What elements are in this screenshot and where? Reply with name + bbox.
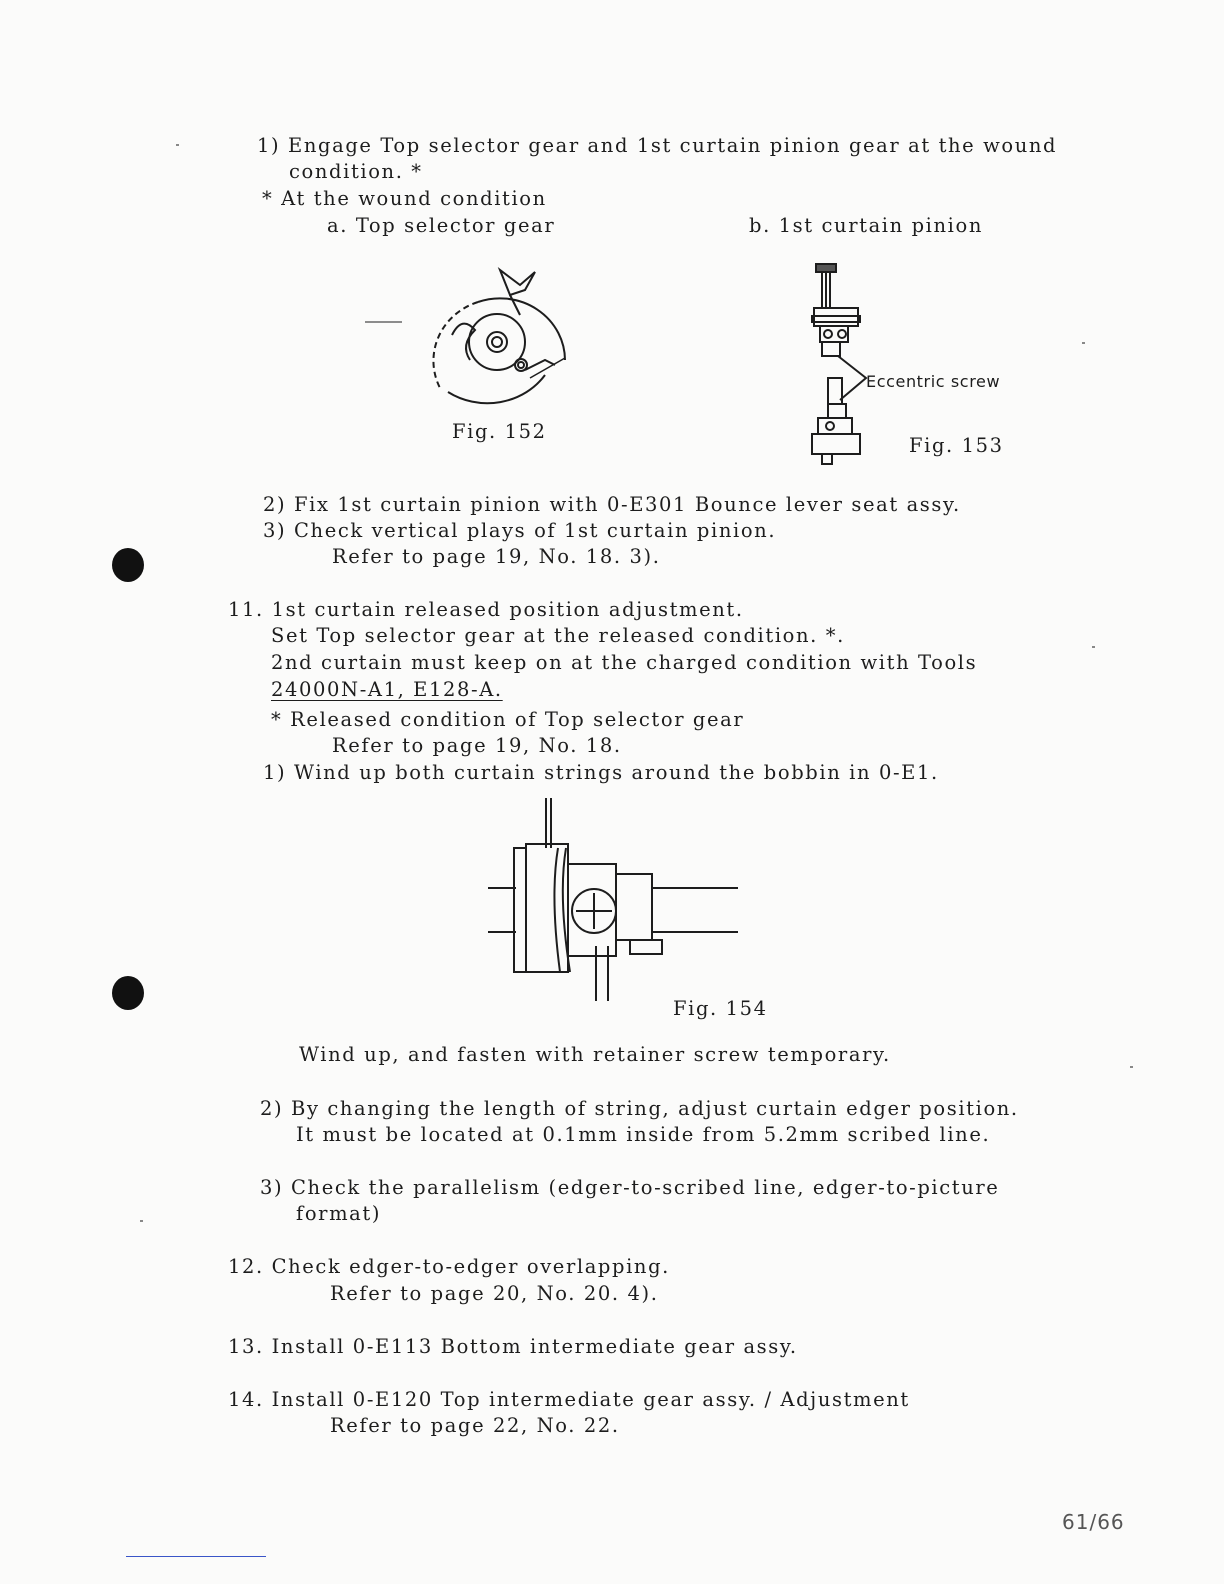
item11-step3-b: format) bbox=[296, 1202, 382, 1225]
item11-note: * Released condition of Top selector gear bbox=[271, 708, 745, 731]
step3-reference: Refer to page 19, No. 18. 3). bbox=[332, 545, 661, 568]
item12-reference: Refer to page 20, No. 20. 4). bbox=[330, 1282, 659, 1305]
step1-line-b: condition. * bbox=[289, 160, 423, 183]
scan-speck bbox=[1130, 1066, 1133, 1068]
item14: 14. Install 0-E120 Top intermediate gear assy. / Adjustment bbox=[228, 1388, 910, 1411]
item11-reference: Refer to page 19, No. 18. bbox=[332, 734, 622, 757]
scan-speck bbox=[176, 144, 179, 146]
page-number: 61/66 bbox=[1062, 1510, 1125, 1534]
sub-item-a: a. Top selector gear bbox=[327, 214, 556, 237]
punch-hole-lower bbox=[112, 976, 144, 1010]
fig-152-drawing bbox=[360, 260, 560, 430]
item11-title: 11. 1st curtain released position adjustment. bbox=[228, 598, 744, 621]
punch-hole-upper bbox=[112, 548, 144, 582]
scan-speck bbox=[1092, 646, 1095, 648]
step2-line: 2) Fix 1st curtain pinion with 0-E301 Bounce lever seat assy. bbox=[263, 493, 961, 516]
fig-154-label: Fig. 154 bbox=[673, 997, 768, 1020]
step1-line-a: 1) Engage Top selector gear and 1st curtain pinion gear at the wound bbox=[257, 134, 1058, 157]
item11-step2-b: It must be located at 0.1mm inside from 5.2mm scribed line. bbox=[296, 1123, 991, 1146]
fig-153-label: Fig. 153 bbox=[909, 434, 1004, 457]
item13: 13. Install 0-E113 Bottom intermediate gear assy. bbox=[228, 1335, 798, 1358]
step3-line: 3) Check vertical plays of 1st curtain pinion. bbox=[263, 519, 777, 542]
item14-reference: Refer to page 22, No. 22. bbox=[330, 1414, 620, 1437]
scan-blue-line bbox=[126, 1556, 266, 1557]
fig-152-label: Fig. 152 bbox=[452, 420, 547, 443]
scan-speck bbox=[1082, 342, 1085, 344]
item11-line-2: Set Top selector gear at the released condition. *. bbox=[271, 624, 845, 647]
sub-item-b: b. 1st curtain pinion bbox=[749, 214, 983, 237]
scan-speck bbox=[140, 1220, 143, 1222]
item11-step2-a: 2) By changing the length of string, adjust curtain edger position. bbox=[260, 1097, 1019, 1120]
eccentric-screw-label: Eccentric screw bbox=[866, 372, 1001, 391]
note-wound-condition: * At the wound condition bbox=[262, 187, 547, 210]
wind-up-note: Wind up, and fasten with retainer screw temporary. bbox=[299, 1043, 891, 1066]
item11-step1: 1) Wind up both curtain strings around the bobbin in 0-E1. bbox=[263, 761, 939, 784]
item11-line-3: 2nd curtain must keep on at the charged condition with Tools bbox=[271, 651, 978, 674]
item11-tools: 24000N-A1, E128-A. bbox=[271, 678, 503, 701]
item12: 12. Check edger-to-edger overlapping. bbox=[228, 1255, 670, 1278]
fig-153-drawing bbox=[808, 258, 878, 468]
item11-step3-a: 3) Check the parallelism (edger-to-scribed line, edger-to-picture bbox=[260, 1176, 1000, 1199]
fig-154-drawing bbox=[484, 796, 744, 1006]
